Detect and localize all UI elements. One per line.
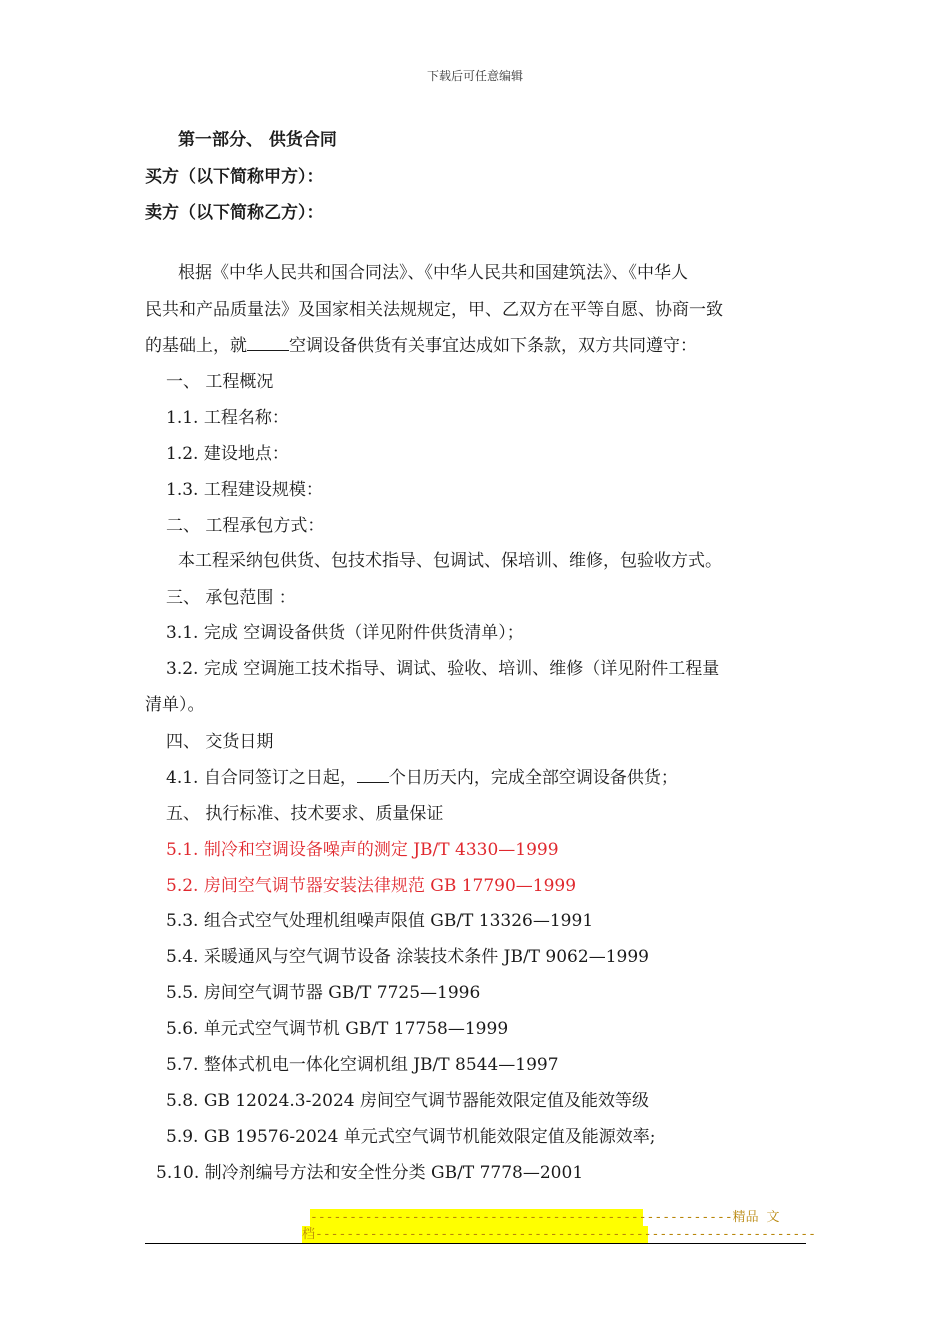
section-2-text: 本工程采纳包供货、包技术指导、包调试、保培训、维修，包验收方式。 [178, 551, 722, 571]
item-5-9: 5.9. GB 19576-2024 单元式空气调节机能效限定值及能源效率; [166, 1127, 656, 1147]
page-header-note: 下载后可任意编辑 [426, 69, 523, 83]
section-3-heading: 三、 承包范围 ： [166, 588, 296, 608]
section-2-heading: 二、 工程承包方式： [166, 516, 325, 536]
footer-watermark-line-1: ------------------------------------------------------精品 文 [310, 1210, 780, 1225]
intro-line-2: 民共和产品质量法》及国家相关法规规定，甲、乙双方在平等自愿、协商一致 [145, 300, 723, 320]
item-1-3: 1.3. 工程建设规模： [166, 480, 323, 500]
footer-divider [145, 1243, 806, 1244]
intro-line-1: 根据《中华人民共和国合同法》、《中华人民共和国建筑法》、《中华人 [178, 263, 688, 283]
intro-line-3 [145, 335, 697, 357]
item-5-8: 5.8. GB 12024.3-2024 房间空气调节器能效限定值及能效等级 [166, 1091, 650, 1111]
footer-watermark-line-2: 档---------------------------------------------------------------- [302, 1227, 816, 1242]
item-4-1-before: 4.1. 自合同签订之日起， [166, 768, 357, 788]
section-1-heading: 一、 工程概况 [166, 372, 274, 392]
item-4-1-after: 个日历天内，完成全部空调设备供货； [388, 768, 678, 788]
intro-line-3-after: 空调设备供货有关事宜达成如下条款，双方共同遵守： [289, 336, 697, 356]
item-1-1: 1.1. 工程名称： [166, 408, 289, 428]
document-title: 第一部分、 供货合同 [178, 130, 337, 150]
item-5-6: 5.6. 单元式空气调节机 GB/T 17758—1999 [166, 1019, 509, 1039]
buyer-label: 买方（以下简称甲方）： [145, 167, 324, 187]
item-5-7: 5.7. 整体式机电一体化空调机组 JB/T 8544—1997 [166, 1055, 559, 1075]
item-5-10: 5.10. 制冷剂编号方法和安全性分类 GB/T 7778—2001 [156, 1163, 584, 1183]
intro-line-3-before: 的基础上，就 [145, 336, 247, 356]
item-4-1 [166, 767, 678, 789]
item-3-2-line-1: 3.2. 完成 空调施工技术指导、调试、验收、培训、维修（详见附件工程量 [166, 659, 720, 679]
item-5-5: 5.5. 房间空气调节器 GB/T 7725—1996 [166, 983, 481, 1003]
blank-field-project [247, 336, 289, 351]
item-5-3: 5.3. 组合式空气处理机组噪声限值 GB/T 13326—1991 [166, 911, 594, 931]
item-5-2: 5.2. 房间空气调节器安装法律规范 GB 17790—1999 [166, 876, 577, 896]
section-5-heading: 五、 执行标准、技术要求、质量保证 [166, 804, 444, 824]
item-5-1: 5.1. 制冷和空调设备噪声的测定 JB/T 4330—1999 [166, 840, 559, 860]
section-4-heading: 四、 交货日期 [166, 732, 274, 752]
blank-field-days [357, 768, 389, 783]
item-5-4: 5.4. 采暖通风与空气调节设备 涂装技术条件 JB/T 9062—1999 [166, 947, 649, 967]
seller-label: 卖方（以下简称乙方）： [145, 203, 324, 223]
item-1-2: 1.2. 建设地点： [166, 444, 289, 464]
item-3-2-line-2: 清单）。 [145, 695, 205, 715]
item-3-1: 3.1. 完成 空调设备供货（详见附件供货清单）； [166, 623, 524, 643]
